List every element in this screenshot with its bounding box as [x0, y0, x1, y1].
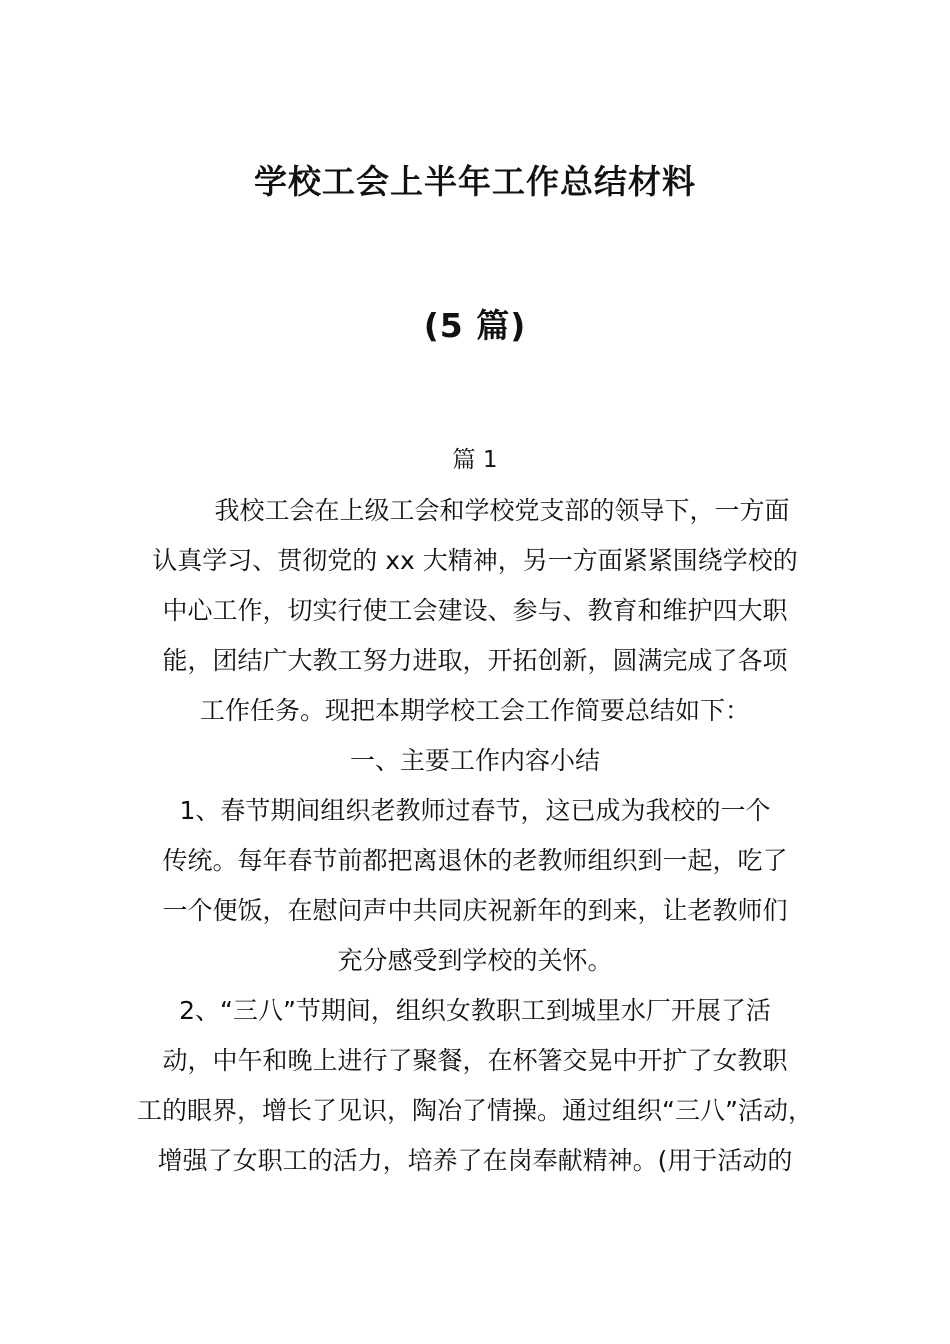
body-line: 1、春节期间组织老教师过春节，这已成为我校的一个 — [179, 796, 771, 825]
body-line: 充分感受到学校的关怀。 — [337, 946, 613, 975]
body-line: 我校工会在上级工会和学校党支部的领导下，一方面 — [214, 496, 790, 525]
body-line: 一个便饭，在慰问声中共同庆祝新年的到来，让老教师们 — [162, 896, 788, 925]
body-line: 中心工作，切实行使工会建设、参与、教育和维护四大职 — [162, 596, 788, 625]
body-line: 传统。每年春节前都把离退休的老教师组织到一起，吃了 — [162, 846, 788, 875]
body-line: 能，团结广大教工努力进取，开拓创新，圆满完成了各项 — [162, 646, 788, 675]
body-line: 一、主要工作内容小结 — [349, 746, 600, 775]
document-subtitle: (5 篇) — [423, 306, 527, 345]
document-title: 学校工会上半年工作总结材料 — [254, 162, 696, 201]
body-line: 认真学习、贯彻党的 xx 大精神，另一方面紧紧围绕学校的 — [152, 546, 798, 575]
body-line: 2、“三八”节期间，组织女教职工到城里水厂开展了活 — [179, 996, 771, 1025]
body-line: 工的眼界，增长了见识，陶冶了情操。通过组织“三八”活动， — [137, 1096, 813, 1125]
section-label: 篇 1 — [452, 447, 498, 473]
body-line: 动，中午和晚上进行了聚餐，在杯箸交晃中开扩了女教职 — [162, 1046, 788, 1075]
body-line: 增强了女职工的活力，培养了在岗奉献精神。(用于活动的 — [157, 1146, 793, 1175]
body-line: 工作任务。现把本期学校工会工作简要总结如下： — [199, 696, 750, 725]
